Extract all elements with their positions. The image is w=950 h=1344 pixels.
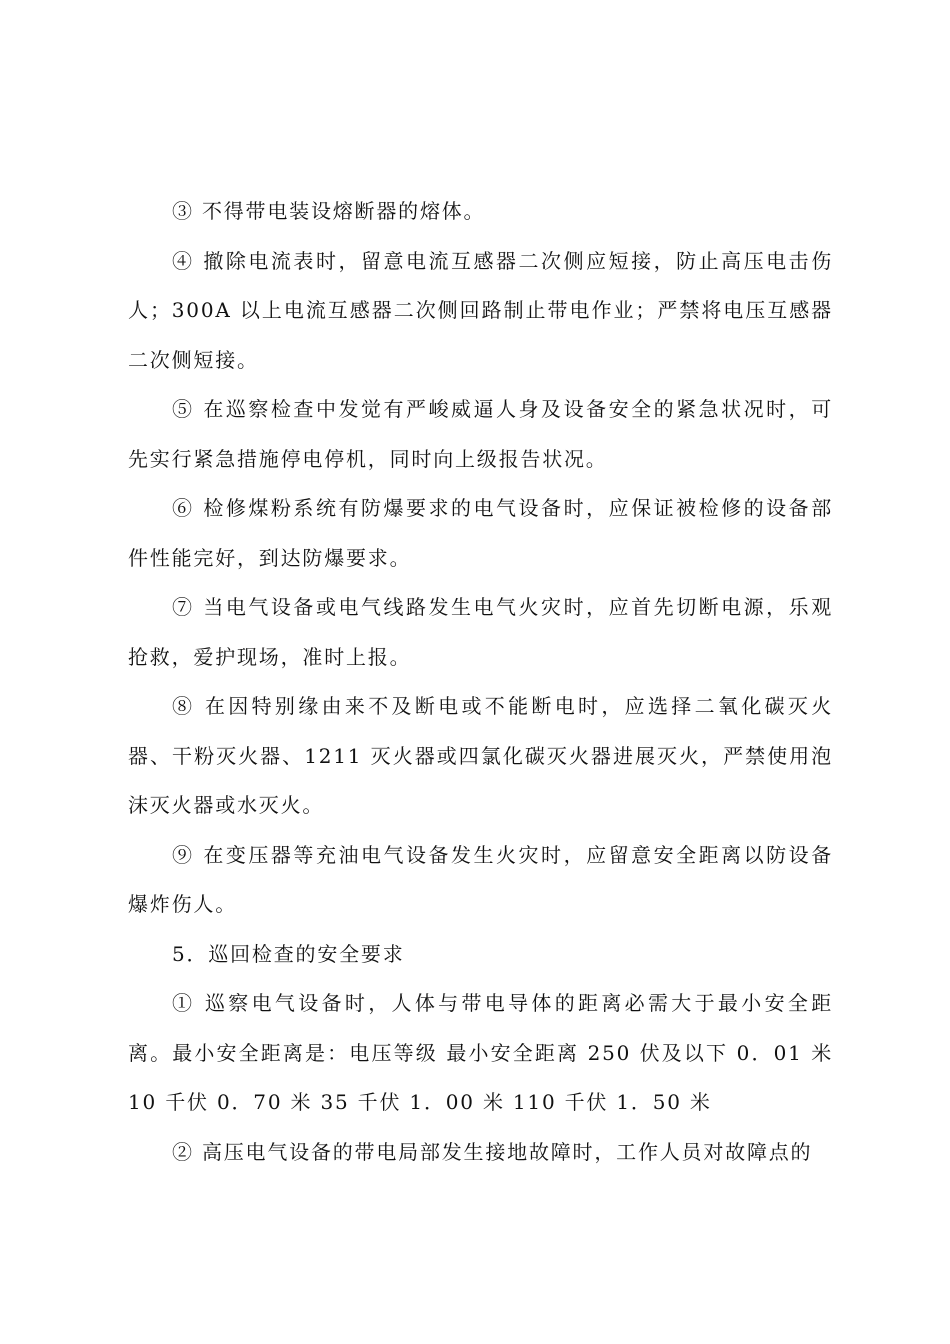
- section-heading: 5．巡回检查的安全要求: [172, 941, 405, 966]
- paragraph-item-8: ⑧ 在因特别缘由来不及断电或不能断电时，应选择二氧化碳灭火器、干粉灭火器、1211 灭火器或四氯化碳灭火器进展灭火，严禁使用泡沫灭火器或水灭火。: [128, 694, 833, 817]
- paragraph-item-7: ⑦ 当电气设备或电气线路发生电气火灾时，应首先切断电源，乐观抢救，爱护现场，准时上报。: [128, 595, 833, 669]
- paragraph-item-6: ⑥ 检修煤粉系统有防爆要求的电气设备时，应保证被检修的设备部件性能完好，到达防爆要求。: [128, 496, 833, 570]
- paragraph-item-9: ⑨ 在变压器等充油电气设备发生火灾时，应留意安全距离以防设备爆炸伤人。: [128, 842, 833, 916]
- paragraph-item-5: ⑤ 在巡察检查中发觉有严峻威逼人身及设备安全的紧急状况时，可先实行紧急措施停电停机，同时向上级报告状况。: [128, 397, 833, 471]
- paragraph-item-4: ④ 撤除电流表时，留意电流互感器二次侧应短接，防止高压电击伤人；300A 以上电流互感器二次侧回路制止带电作业；严禁将电压互感器二次侧短接。: [128, 248, 833, 372]
- paragraph-item-2: ② 高压电气设备的带电局部发生接地故障时，工作人员对故障点的: [172, 1139, 813, 1164]
- document-body: [128, 187, 833, 1177]
- paragraph-item-3: ③ 不得带电装设熔断器的熔体。: [172, 199, 486, 223]
- paragraph-item-1: ① 巡察电气设备时，人体与带电导体的距离必需大于最小安全距离。最小安全距离是：电压等级 最小安全距离 250 伏及以下 0．01 米 10 千伏 0．70 米 35 千伏 1．00 米 110 千伏 1．50 米: [128, 991, 833, 1114]
